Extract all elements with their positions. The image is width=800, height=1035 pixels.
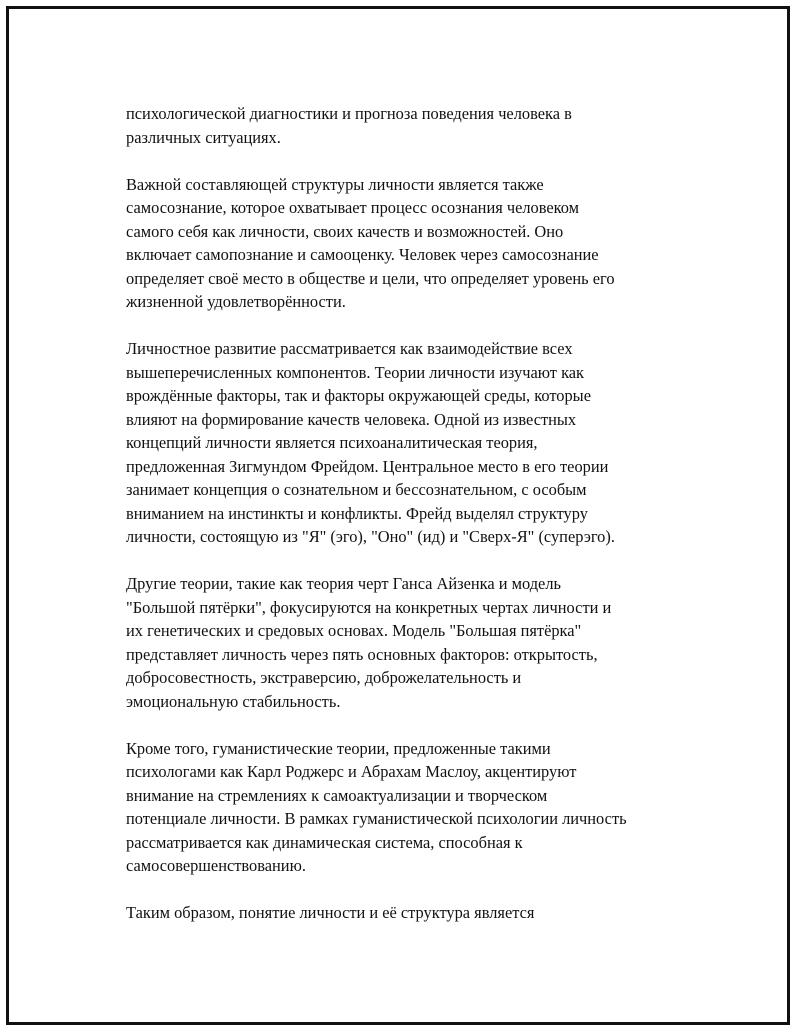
paragraph: Таким образом, понятие личности и её структура является (126, 903, 535, 922)
page-frame (6, 6, 790, 1025)
paragraph: Важной составляющей структуры личности является также самосознание, которое охватывает процесс осознания человеком самого себя как личности, своих качеств и возможностей. Оно включает самопознание и самооценку. Человек через самосознание определяет своё место в обществе и цели, что определяет уровень его жизненной удовлетворённости. (126, 174, 615, 311)
paragraph: Личностное развитие рассматривается как взаимодействие всех вышеперечисленных компонентов. Теории личности изучают как врождённые факторы, так и факторы окружающей среды, которые влияют на формирование качеств человека. Одной из известных концепций личности является психоаналитическая теория, предложенная Зигмундом Фрейдом. Центральное место в его теории занимает концепция о сознательном и бессознательном, с особым вниманием на инстинкты и конфликты. Фрейд выделял структуру личности, состоящую из "Я" (эго), "Оно" (ид) и "Сверх-Я" (суперэго). (126, 339, 615, 546)
document-body (126, 102, 716, 925)
paragraph: Кроме того, гуманистические теории, предложенные такими психологами как Карл Роджерс и Абрахам Маслоу, акцентируют внимание на стремлениях к самоактуализации и творческом потенциале личности. В рамках гуманистической психологии личность рассматривается как динамическая система, способная к самосовершенствованию. (126, 738, 627, 875)
paragraph: психологической диагностики и прогноза поведения человека в различных ситуациях. (126, 104, 572, 147)
paragraph: Другие теории, такие как теория черт Ганса Айзенка и модель "Большой пятёрки", фокусируются на конкретных чертах личности и их генетических и средовых основах. Модель "Большая пятёрка" представляет личность через пять основных факторов: открытость, добросовестность, экстраверсию, доброжелательность и эмоциональную стабильность. (126, 574, 612, 711)
